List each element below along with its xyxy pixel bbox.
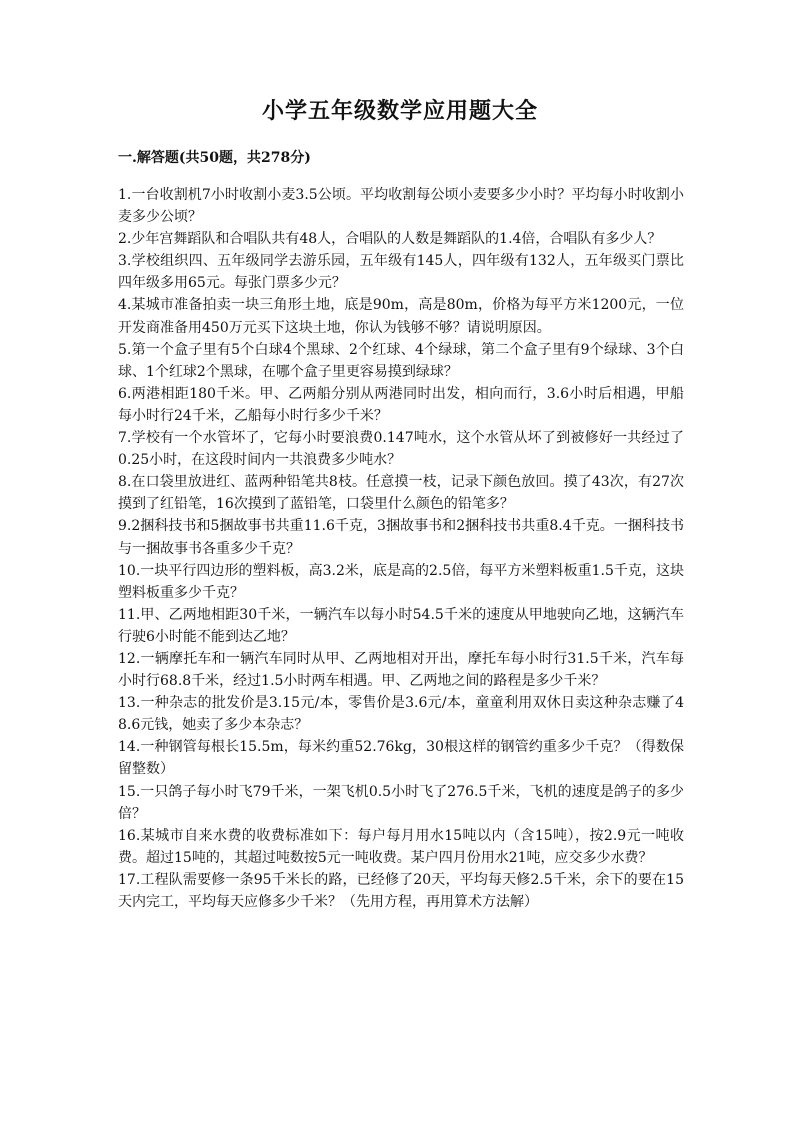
question-item: 17.工程队需要修一条95千米长的路，已经修了20天，平均每天修2.5千米，余下的要在15天内完工，平均每天应修多少千米？（先用方程，再用算术方法解） [118,871,684,910]
question-item: 3.学校组织四、五年级同学去游乐园，五年级有145人，四年级有132人，五年级买门票比四年级多用65元。每张门票多少元？ [118,253,684,292]
question-list [118,184,684,913]
question-item: 10.一块平行四边形的塑料板，高3.2米，底是高的2.5倍，每平方米塑料板重1.5千克，这块塑料板重多少千克？ [118,562,684,601]
question-item: 11.甲、乙两地相距30千米，一辆汽车以每小时54.5千米的速度从甲地驶向乙地，这辆汽车行驶6小时能不能到达乙地？ [118,606,684,645]
question-item: 8.在口袋里放进红、蓝两种铅笔共8枝。任意摸一枝，记录下颜色放回。摸了43次，有27次摸到了红铅笔，16次摸到了蓝铅笔，口袋里什么颜色的铅笔多？ [118,474,684,513]
question-item: 13.一种杂志的批发价是3.15元/本，零售价是3.6元/本，童童利用双休日卖这种杂志赚了48.6元钱，她卖了多少本杂志？ [118,695,684,734]
question-item: 2.少年宫舞蹈队和合唱队共有48人，合唱队的人数是舞蹈队的1.4倍，合唱队有多少人？ [118,231,662,248]
question-item: 4.某城市准备拍卖一块三角形土地，底是90m，高是80m，价格为每平方米1200元，一位开发商准备用450万元买下这块土地，你认为钱够不够？请说明原因。 [118,297,684,336]
question-item: 1.一台收割机7小时收割小麦3.5公顷。平均收割每公顷小麦要多少小时？平均每小时收割小麦多少公顷？ [118,187,684,226]
question-item: 9.2捆科技书和5捆故事书共重11.6千克，3捆故事书和2捆科技书共重8.4千克。一捆科技书与一捆故事书各重多少千克？ [118,518,684,557]
question-item: 14.一种钢管每根长15.5m，每米约重52.76kg，30根这样的钢管约重多少千克？（得数保留整数） [118,739,684,778]
question-item: 12.一辆摩托车和一辆汽车同时从甲、乙两地相对开出，摩托车每小时行31.5千米，汽车每小时行68.8千米，经过1.5小时两车相遇。甲、乙两地之间的路程是多少千米？ [118,650,684,690]
question-item: 15.一只鸽子每小时飞79千米，一架飞机0.5小时飞了276.5千米，飞机的速度是鸽子的多少倍？ [118,783,684,822]
question-item: 6.两港相距180千米。甲、乙两船分别从两港同时出发，相向而行，3.6小时后相遇，甲船每小时行24千米，乙船每小时行多少千米？ [118,385,684,424]
question-item: 16.某城市自来水费的收费标准如下：每户每月用水15吨以内（含15吨），按2.9元一吨收费。超过15吨的，其超过吨数按5元一吨收费。某户四月份用水21吨，应交多少水费？ [118,827,684,866]
section-heading: 一.解答题(共50题，共278分) [118,150,311,166]
question-item: 7.学校有一个水管坏了，它每小时要浪费0.147吨水，这个水管从坏了到被修好一共经过了0.25小时，在这段时间内一共浪费多少吨水？ [118,430,684,469]
question-item: 5.第一个盒子里有5个白球4个黑球、2个红球、4个绿球，第二个盒子里有9个绿球、3个白球、1个红球2个黑球，在哪个盒子里更容易摸到绿球？ [118,341,684,380]
page-title: 小学五年级数学应用题大全 [261,98,538,124]
